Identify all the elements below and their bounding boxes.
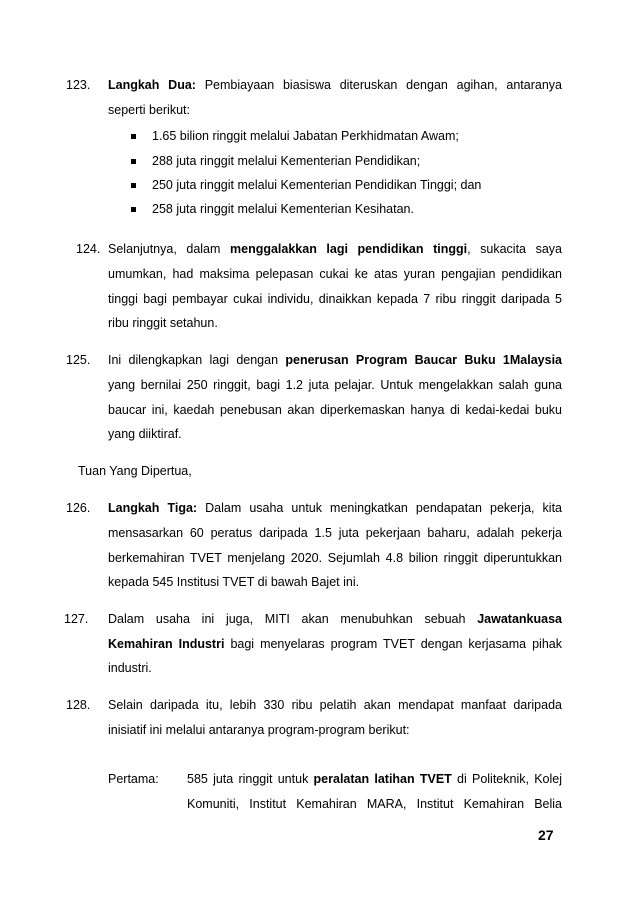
paragraph-124-line-1-pre: Selanjutnya, dalam — [108, 242, 230, 256]
item-pertama-line-1-post: di Politeknik, Kolej — [451, 772, 562, 786]
page-number: 27 — [538, 827, 554, 843]
paragraph-124-line-4: ribu ringgit setahun. — [108, 316, 218, 330]
paragraph-number-125: 125. — [66, 353, 91, 367]
paragraph-124-line-1 — [108, 241, 562, 257]
bullet-item: 1.65 bilion ringgit melalui Jabatan Perkhidmatan Awam; — [152, 129, 459, 143]
bullet-item: 288 juta ringgit melalui Kementerian Pendidikan; — [152, 154, 421, 168]
item-pertama-line-2: Komuniti, Institut Kemahiran MARA, Institut Kemahiran Belia — [187, 797, 562, 811]
paragraph-number-126: 126. — [66, 501, 91, 515]
paragraph-127-line-3: industri. — [108, 661, 152, 675]
paragraph-128-line-1: Selain daripada itu, lebih 330 ribu pelatih akan mendapat manfaat daripada — [108, 698, 562, 712]
paragraph-126-line-3: berkemahiran TVET menjelang 2020. Sejumlah 4.8 bilion ringgit diperuntukkan — [108, 551, 562, 565]
bullet-item: 250 juta ringgit melalui Kementerian Pendidikan Tinggi; dan — [152, 178, 482, 192]
paragraph-124-line-2: umumkan, had maksima pelepasan cukai ke atas yuran pengajian pendidikan — [108, 267, 562, 281]
paragraph-125-line-1-pre: Ini dilengkapkan lagi dengan — [108, 353, 286, 367]
paragraph-124-emphasis: menggalakkan lagi pendidikan tinggi — [230, 242, 468, 256]
paragraph-125-line-3: baucar ini, kaedah penebusan akan diperkemaskan hanya di kedai-kedai buku — [108, 403, 562, 417]
paragraph-125-emphasis: penerusan Program Baucar Buku 1Malaysia — [285, 353, 562, 367]
bullet-square-icon — [131, 183, 136, 188]
paragraph-123-line-1-text: Pembiayaan biasiswa diteruskan dengan agihan, antaranya — [195, 78, 562, 92]
paragraph-127-line-1 — [108, 611, 562, 627]
item-label-pertama: Pertama: — [108, 772, 159, 786]
paragraph-126-line-1 — [108, 500, 562, 516]
paragraph-127-emphasis-2: Kemahiran Industri — [108, 637, 225, 651]
paragraph-number-128: 128. — [66, 698, 91, 712]
paragraph-124-line-3: tinggi bagi pembayar cukai individu, dinaikkan kepada 7 ribu ringgit daripada 5 — [108, 292, 562, 306]
paragraph-125-line-2: yang bernilai 250 ringgit, bagi 1.2 juta pelajar. Untuk mengelakkan salah guna — [108, 378, 562, 392]
paragraph-number-127: 127. — [64, 612, 89, 626]
paragraph-number-124: 124. — [76, 242, 101, 256]
bullet-square-icon — [131, 207, 136, 212]
item-pertama-emphasis: peralatan latihan TVET — [313, 772, 452, 786]
bullet-square-icon — [131, 159, 136, 164]
paragraph-126-line-4: kepada 545 Institusi TVET di bawah Bajet ini. — [108, 575, 360, 589]
bullet-square-icon — [131, 134, 136, 139]
paragraph-125-line-1 — [108, 352, 562, 368]
bullet-item: 258 juta ringgit melalui Kementerian Kesihatan. — [152, 202, 414, 216]
paragraph-125-line-4: yang diiktiraf. — [108, 427, 182, 441]
paragraph-128-line-2: inisiatif ini melalui antaranya program-program berikut: — [108, 723, 410, 737]
paragraph-127-emphasis-1: Jawatankuasa — [477, 612, 562, 626]
paragraph-number-123: 123. — [66, 78, 91, 92]
salutation: Tuan Yang Dipertua, — [78, 464, 192, 478]
paragraph-124-line-1-post: , sukacita saya — [467, 242, 562, 256]
paragraph-126-line-2: mensasarkan 60 peratus daripada 1.5 juta pekerjaan baharu, adalah pekerja — [108, 526, 562, 540]
item-pertama-line-1 — [187, 771, 562, 787]
paragraph-126-line-1-text: Dalam usaha untuk meningkatkan pendapatan pekerja, kita — [197, 501, 562, 515]
step-two-label: Langkah Dua: — [108, 78, 196, 92]
paragraph-123-line-1 — [108, 77, 562, 93]
paragraph-127-line-2 — [108, 636, 562, 652]
paragraph-123-line-2: seperti berikut: — [108, 103, 190, 117]
item-pertama-line-1-pre: 585 juta ringgit untuk — [187, 772, 314, 786]
paragraph-127-line-1-pre: Dalam usaha ini juga, MITI akan menubuhkan sebuah — [108, 612, 478, 626]
step-three-label: Langkah Tiga: — [108, 501, 198, 515]
paragraph-127-line-2-post: bagi menyelaras program TVET dengan kerjasama pihak — [224, 637, 562, 651]
